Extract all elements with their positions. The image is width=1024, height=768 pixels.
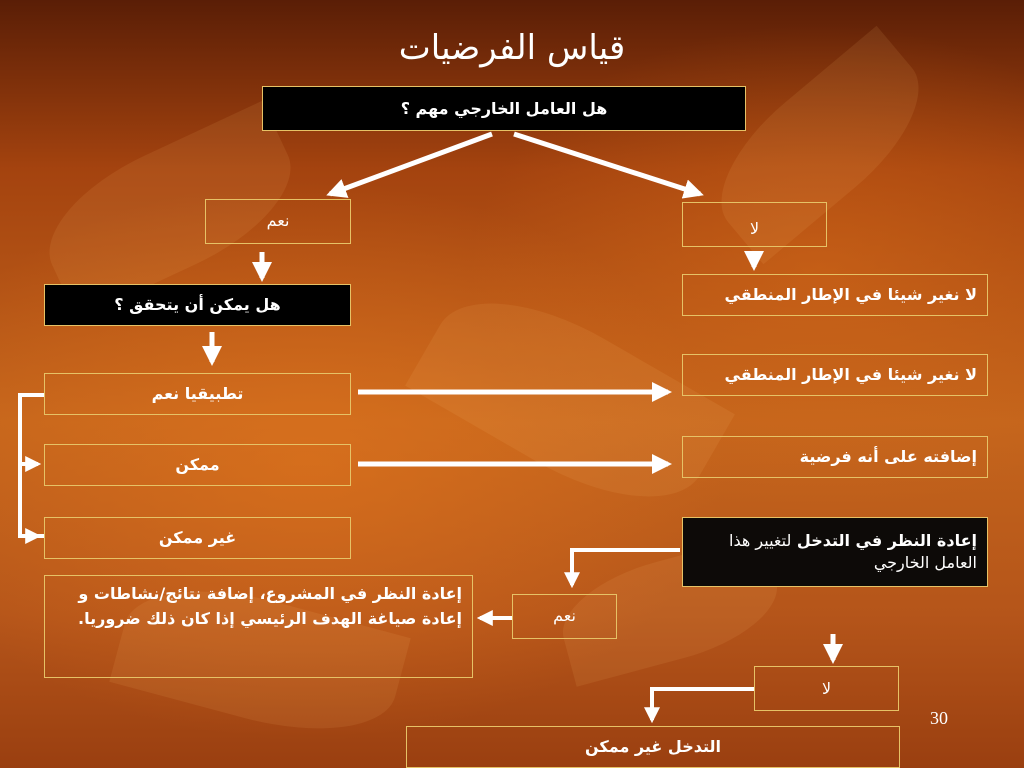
intervention-impossible-label: التدخل غير ممكن	[585, 737, 721, 757]
answer-no-1-label: لا	[749, 218, 760, 238]
question-external-factor	[262, 86, 746, 131]
no-change-logframe-1	[682, 274, 988, 316]
reconsider-intervention-bold: إعادة النظر في التدخل	[796, 531, 977, 551]
not-possible-label: غير ممكن	[158, 528, 237, 548]
practically-yes	[44, 373, 351, 415]
arrow-to-no	[514, 134, 700, 194]
practically-yes-label: تطبيقيا نعم	[151, 384, 244, 404]
possible-label: ممكن	[175, 455, 220, 475]
not-possible	[44, 517, 351, 559]
arrow-no2-to-impossible	[652, 689, 754, 720]
reconsider-intervention	[682, 517, 988, 587]
reconsider-intervention-text	[683, 530, 977, 573]
answer-no-1	[682, 202, 827, 247]
answer-no-2-label: لا	[821, 678, 832, 698]
no-change-logframe-2	[682, 354, 988, 396]
intervention-impossible	[406, 726, 900, 768]
project-reconsider-label: إعادة النظر في المشروع، إضافة نتائج/نشاطات و إعادة صياغة الهدف الرئيسي إذا كان ذلك ضروريا.	[78, 584, 462, 628]
project-reconsider	[44, 575, 473, 678]
add-as-assumption-label: إضافته على أنه فرضية	[799, 447, 977, 467]
page-number: 30	[930, 708, 948, 728]
reconsider-intervention-normal: لتغيير هذا العامل الخارجي	[729, 531, 977, 572]
possible	[44, 444, 351, 486]
question-achievable	[44, 284, 351, 326]
arrow-reconsider-to-yes	[572, 550, 680, 585]
slide-title: قياس الفرضيات	[398, 28, 626, 68]
answer-yes-2-label: نعم	[553, 606, 576, 625]
add-as-assumption	[682, 436, 988, 478]
question-achievable-label: هل يمكن أن يتحقق ؟	[114, 295, 281, 315]
answer-yes-2	[512, 594, 617, 639]
answer-no-2	[754, 666, 899, 711]
no-change-logframe-1-label: لا نغير شيئا في الإطار المنطقي	[724, 285, 977, 305]
question-external-factor-label: هل العامل الخارجي مهم ؟	[400, 98, 608, 118]
arrow-to-yes	[330, 134, 492, 194]
no-change-logframe-2-label: لا نغير شيئا في الإطار المنطقي	[724, 365, 977, 385]
answer-yes-1	[205, 199, 351, 244]
answer-yes-1-label: نعم	[266, 211, 290, 230]
